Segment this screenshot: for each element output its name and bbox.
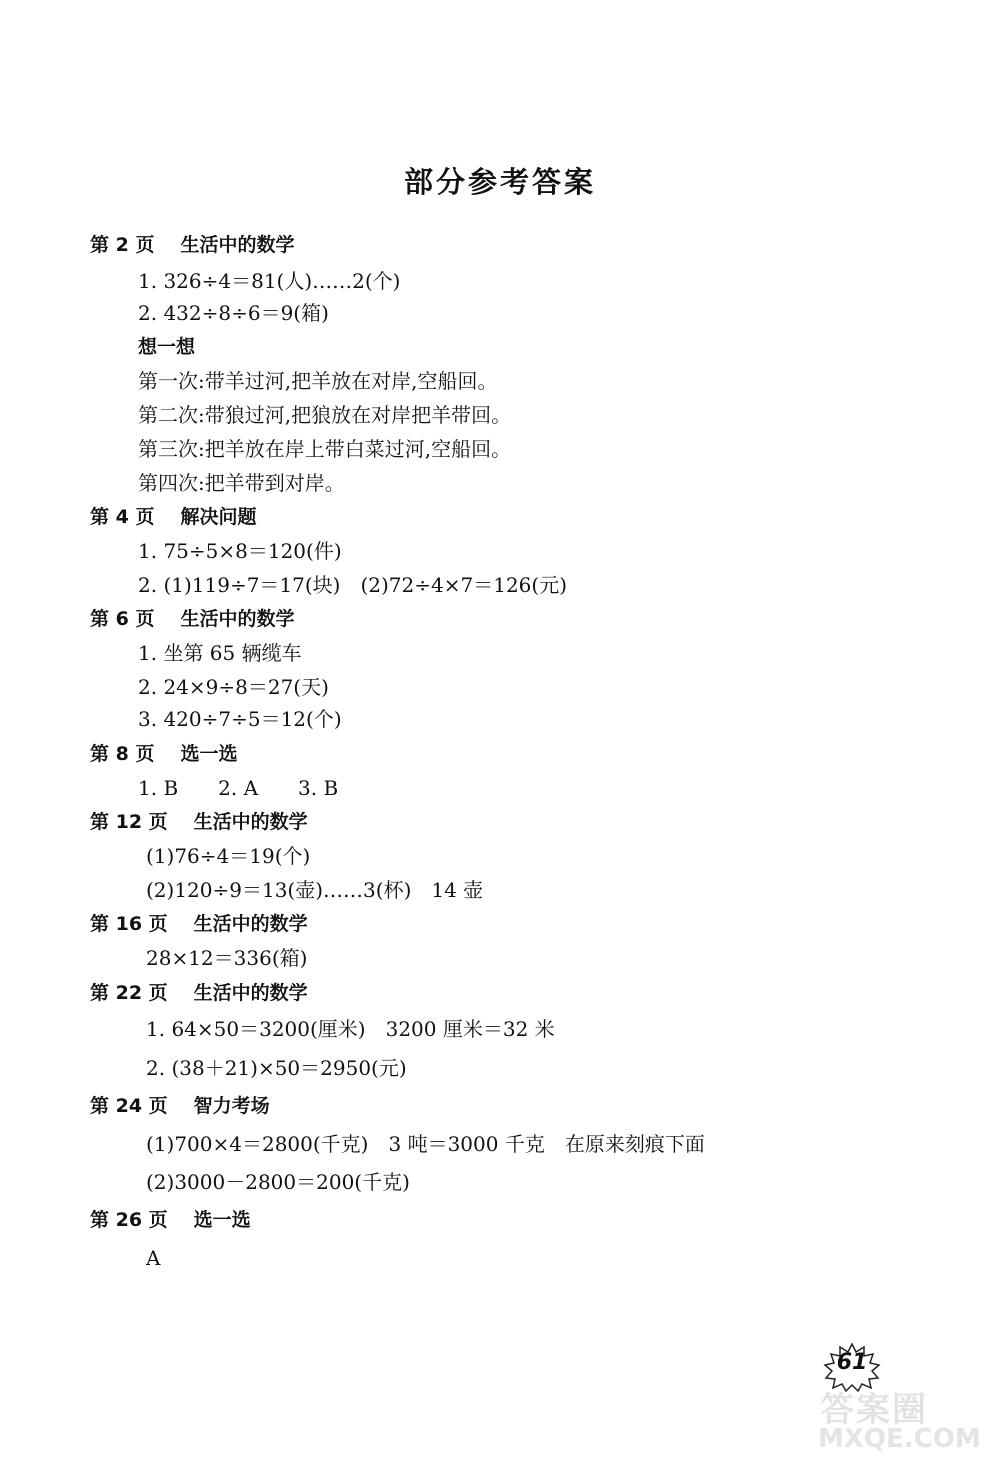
answer-line: 1. 坐第 65 辆缆车 [138, 641, 302, 665]
section-topic: 生活中的数学 [193, 811, 308, 833]
section-heading-p16 [90, 911, 308, 937]
answer-line: 2. (38＋21)×50＝2950(元) [146, 1056, 407, 1080]
answer-line: 1. B 2. A 3. B [138, 776, 339, 800]
section-topic: 生活中的数学 [193, 913, 308, 935]
answer-line: A [146, 1246, 161, 1270]
answer-line: 第三次:把羊放在岸上带白菜过河,空船回。 [138, 437, 512, 461]
answer-line: (1)700×4＝2800(千克) 3 吨＝3000 千克 在原来刻痕下面 [146, 1132, 705, 1156]
section-page: 第 2 页 [90, 234, 155, 256]
page-number: 61 [836, 1350, 868, 1375]
section-page: 第 22 页 [90, 982, 168, 1004]
answer-line: 第二次:带狼过河,把狼放在对岸把羊带回。 [138, 403, 512, 427]
section-page: 第 6 页 [90, 608, 155, 630]
section-topic: 生活中的数学 [180, 234, 295, 256]
section-heading-p24 [90, 1093, 270, 1119]
answer-line: 1. 75÷5×8＝120(件) [138, 539, 342, 563]
answer-line: 3. 420÷7÷5＝12(个) [138, 707, 342, 731]
answer-line: (1)76÷4＝19(个) [146, 844, 311, 868]
section-topic: 解决问题 [180, 506, 257, 528]
section-page: 第 16 页 [90, 913, 168, 935]
answer-line: 第四次:把羊带到对岸。 [138, 471, 345, 495]
answer-line: 2. 432÷8÷6＝9(箱) [138, 301, 329, 325]
section-heading-p4 [90, 504, 256, 530]
section-heading-p2 [90, 232, 294, 258]
answer-line: (2)3000－2800＝200(千克) [146, 1170, 410, 1194]
section-heading-p26 [90, 1207, 251, 1233]
page-title: 部分参考答案 [403, 165, 596, 199]
answer-line: (2)120÷9＝13(壶)……3(杯) 14 壶 [146, 878, 484, 902]
section-page: 第 12 页 [90, 811, 168, 833]
section-heading-p22 [90, 980, 308, 1006]
answer-line: 2. (1)119÷7＝17(块) (2)72÷4×7＝126(元) [138, 573, 568, 597]
think-heading: 想一想 [138, 336, 196, 358]
section-page: 第 4 页 [90, 506, 155, 528]
answer-line: 28×12＝336(箱) [146, 946, 308, 970]
section-page: 第 8 页 [90, 743, 155, 765]
section-topic: 生活中的数学 [180, 608, 295, 630]
section-topic: 生活中的数学 [193, 982, 308, 1004]
section-heading-p6 [90, 606, 294, 632]
section-heading-p8 [90, 741, 237, 767]
watermark-url: MXQE.COM [818, 1424, 981, 1454]
section-heading-p12 [90, 809, 308, 835]
answer-line: 1. 64×50＝3200(厘米) 3200 厘米＝32 米 [146, 1017, 555, 1041]
answer-line: 2. 24×9÷8＝27(天) [138, 675, 329, 699]
watermark-text: 答案圈 [820, 1390, 928, 1430]
section-page: 第 26 页 [90, 1209, 168, 1231]
section-topic: 智力考场 [193, 1095, 270, 1117]
answer-line: 1. 326÷4＝81(人)……2(个) [138, 269, 401, 293]
answer-line: 第一次:带羊过河,把羊放在对岸,空船回。 [138, 369, 498, 393]
section-page: 第 24 页 [90, 1095, 168, 1117]
section-topic: 选一选 [180, 743, 238, 765]
section-topic: 选一选 [193, 1209, 251, 1231]
